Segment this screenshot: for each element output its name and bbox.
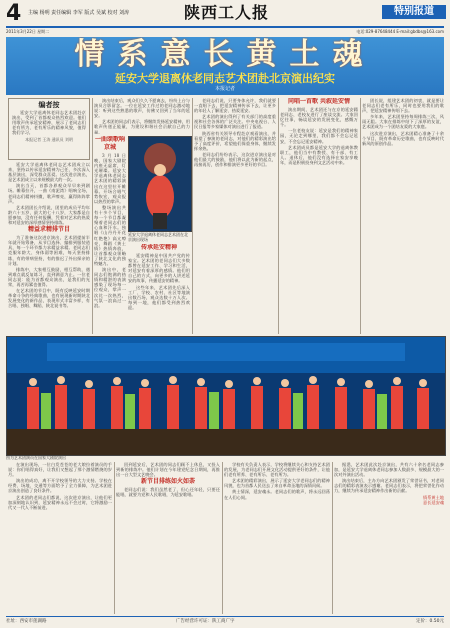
article-column-3	[194, 98, 276, 334]
paragraph: 一位老校友说：延安是我们的精神家园，无论走到哪里，我们都不会忘记延安，不会忘记延安精神。	[280, 128, 358, 144]
paragraph: 艺术团的同志们表示，将继续发扬延安精神，用歌声传递正能量，为建设和谐社会贡献自己的力量。	[94, 119, 190, 134]
paragraph: 团长说，组建艺术团的初衷，就是要让老同志们老有所乐，同时也要用我们的歌声，把延安精神传唱下去。	[362, 98, 444, 114]
section-heading: 新节目排练如火如荼	[140, 478, 195, 486]
paragraph: 老同志们说，只要身体允许，我们就要一直唱下去，把延安精神传承下去，让更多的年轻人了解延安、热爱延安。	[194, 98, 276, 114]
headline-banner	[6, 37, 444, 95]
editor-note-text: 延安大学退离休老同志艺术团赴京演出，受到了首都观众热烈欢迎。他们用歌声传承延安精神，展示了老同志们老有所为、老有所乐的精神风貌，值得我们学习。	[12, 110, 86, 136]
paragraph: 整场演出共有十多个节目，每一个节目都凝聚着老同志们的心血和汗水。独唱《山丹丹开花红艳艳》高亢嘹亮，舞蹈《黄土情》热情奔放，让首都观众领略了陕北文化的独特魅力。	[94, 204, 126, 266]
paragraph: 艺术团团长介绍说，团里的成员平均年龄六十五岁，最大的七十八岁，大家都是自愿参加，没有任何报酬，凭着对艺术的热爱和对延安的深厚感情坚持排练。	[8, 204, 90, 226]
column-rule	[360, 98, 361, 334]
column-rule	[92, 98, 93, 334]
section-heading: 精益求精排节目	[27, 226, 70, 234]
column-rule	[278, 98, 279, 334]
photo-caption: 延安大学退离休老同志艺术团在北京演出现场	[128, 232, 188, 242]
paragraph: 演出期间，艺术团还与在京的延安籍老同志、老校友进行了座谈交流。大家回忆往事，畅谈延安的发展变化，感慨万千。	[280, 107, 358, 128]
stage-photo-caption: 图为艺术团演员在国家大剧院演出	[6, 455, 66, 460]
section-heading: 同唱一首歌 共叙延安情	[287, 98, 351, 105]
paragraph: 演出的成功，离不开学校领导的大力支持。学校在经费、场地、交通等方面给予了全力保障，为艺术团进京演出创造了良好条件。	[8, 478, 112, 494]
article-column-2-bottom	[128, 244, 190, 334]
editor-note-box	[8, 98, 90, 160]
editor-note-byline: 本报记者 王涛 通讯员 刘明	[25, 137, 73, 143]
paragraph: 艺术团的演出得到了有关部门的高度重视和社会各界的广泛关注。中央电视台、人民日报等多家媒体对演出进行了报道。	[194, 114, 276, 130]
paragraph: 演出结束后，主办方向艺术团颁发了荣誉证书，对老同志们的精彩表演表示感谢。老同志们表示，将把荣誉化作动力，继续为传承延安精神作出新的贡献。	[334, 478, 444, 494]
issue-date: 2011年3月22日 星期二	[6, 29, 50, 34]
paragraph: 据悉，艺术团此次赴京演出，共有六十余名老同志参加，是延安大学退离休老同志参加人数最多、规模最大的一次对外演出活动。	[334, 462, 444, 478]
article-column-1	[8, 162, 90, 334]
lower-column-4	[334, 462, 444, 614]
lower-column-3	[224, 462, 330, 614]
section-label: 特别报道	[382, 5, 446, 19]
stage-illustration	[7, 337, 445, 455]
paragraph: 为了准备这次进京演出，艺术团提前半年就开始筹备，从节目选择、编排到服装道具，每一个环节都力求精益求精。老同志们克服年龄大、身体弱等困难，每天坚持排练，有的带病坚持，有的推迟了外出探亲的计划。	[8, 235, 90, 266]
section-heading: 一曲颂歌响京城	[94, 136, 125, 151]
paragraph: 艺术团的老同志们都说，这次进京演出，让他们更加深刻地认识到，延安精神永远不会过时，它将激励一代又一代人不断前进。	[8, 494, 112, 510]
issue-info: 主编 杨明 责任编辑 李军 版式 吴斌 校对 刘涛	[28, 10, 130, 16]
article-column-2-top	[94, 98, 190, 134]
paragraph: 延安精神是中国共产党的传家宝。艺术团的老同志们大多数都曾在延安工作、学习和生活，对延安有着深厚的感情。他们用自己的方式，向更多的人讲述延安的故事，传播延安的精神。	[128, 253, 190, 284]
date-line	[6, 28, 444, 36]
paragraph: 在演出现场，一位白发苍苍的老大娘拉着演员的手说：你们唱得真好，让我们又想起了那个激情燃烧的岁月。	[8, 462, 112, 478]
column-rule	[222, 462, 223, 614]
paragraph: 回到延安后，艺术团的同志们顾不上休息，又投入到新的排练中。他们计划在今年建党纪念日期间，再推出一台大型文艺晚会。	[116, 462, 220, 478]
performer-illustration	[129, 137, 191, 231]
performance-photo-small	[128, 136, 192, 232]
paragraph: 在艺术团的节目中，既有反映延安时期革命斗争的经典歌曲，也有展现新时期陕北发展变化的新作品，表现形式丰富多样，有合唱、独唱、舞蹈、陕北说书等。	[8, 288, 90, 309]
column-rule	[114, 462, 115, 614]
editor-note-title: 编者按	[38, 101, 60, 109]
paragraph: 黄土情深，延安魂永。老同志们的歌声，将永远回荡在人们心间。	[224, 489, 330, 500]
page-number: 4	[6, 1, 22, 26]
paragraph: 艺术团的精彩演出，展示了延安大学老同志们的精神风貌，也为首都人民送去了来自革命圣地的深情问候。	[224, 478, 330, 489]
paragraph: 排练中，大家相互鼓励，相互帮助，遇到难点就反复练习，直到满意为止。一位老同志说：能为首都观众演出，是我们的光荣，再苦再累也值得。	[8, 266, 90, 287]
contact-info: 电话:029-87648444 E-mail:gbdbs@163.com	[356, 29, 444, 34]
section-heading: 传承延安精神	[140, 244, 177, 251]
paragraph: 艺术团成员都是延安大学的退离休教职工，他们当中有教授、有干部、有工人。退休后，他们没有选择在家安享晚年，而是积极投身到文艺活动中来。	[280, 144, 358, 165]
article-column-2-narrow	[94, 136, 126, 334]
stage-performance-photo	[6, 336, 446, 456]
newspaper-logo: 陕西工人报	[184, 3, 270, 22]
byline: 本报记者	[214, 86, 235, 92]
footer-license: 广告经营许可证：陕工商广字	[176, 619, 235, 624]
paragraph: 多年来，艺术团坚持每周排练三次，风雨无阻。大家在排练中结下了深厚的友谊，艺术团成为一个团结友爱的大家庭。	[362, 114, 444, 130]
paragraph: 陕西省有关领导专程赴京观看演出，并看望了参演的老同志，对他们的精彩演出给予了高度评价，希望他们保重身体，继续发挥余热。	[194, 130, 276, 151]
paragraph: 3月18日晚，国家大剧院内座无虚席，灯光璀璨。延安大学退离休老同志艺术团的精彩演出在这里拉开帷幕。开场合唱气势恢宏，观众报以热烈的掌声。	[94, 153, 126, 204]
lower-column-1	[8, 462, 112, 614]
article-column-4	[280, 98, 358, 334]
paragraph: 这些年来，艺术团先后深入工厂、学校、农村、社区等地演出数百场，观众达数十万人次。每到一地，他们都受到热烈欢迎。	[128, 284, 190, 310]
paragraph: 演出中，老同志们饱满的热情和精湛的表演感染了现场每一位观众，掌声一次比一次热烈，气氛一浪高过一浪。	[94, 267, 126, 308]
paragraph: 这次进京演出，艺术团精心准备了十余个节目，既有革命历史歌曲，也有反映时代新风的原创作品。	[362, 130, 444, 146]
lower-column-2	[116, 462, 220, 614]
sub-headline: 延安大学退离休老同志艺术团赴北京演出纪实	[115, 72, 335, 85]
paragraph: 老同志们纷纷表示，这次进京演出是对他们最大的鼓励，他们将以此为新的起点，再接再厉，创作和排演更多更好的节目。	[194, 151, 276, 168]
main-headline: 情系意长黄土魂	[74, 37, 376, 72]
paragraph: 演出当天，首都各界观众早早来到剧场。帷幕拉开，一曲《南泥湾》唱响全场，老同志们精神抖擞，歌声嘹亮，赢得阵阵掌声。	[8, 183, 90, 204]
paragraph: 学校有关负责人表示，学校将继续关心和支持艺术团的发展，为老同志们开展文化活动提供更好的条件，让他们老有所养、老有所乐、老有所为。	[224, 462, 330, 478]
closing-verse: 情系黄土地 意长延安魂	[423, 494, 444, 505]
article-column-5	[362, 98, 444, 334]
paragraph: 演出结束后，观众们久久不愿离去，纷纷上台与演员合影留念。一位在延安工作过的老同志激动地说：听到这些熟悉的歌声，仿佛又回到了当年的延安。	[94, 98, 190, 119]
paragraph: 老同志们说：我们虽然老了，但心还年轻，只要还能唱，就要为党和人民歌唱，为延安歌唱。	[116, 487, 220, 498]
footer-price: 定价：0.50元	[415, 619, 444, 624]
column-rule	[192, 98, 193, 334]
footer-address: 社址：西安市莲湖路	[6, 619, 47, 624]
masthead	[6, 3, 446, 25]
column-rule	[332, 462, 333, 614]
page-footer	[6, 616, 444, 627]
paragraph: 延安大学退离休老同志艺术团成立以来，坚持以传承延安精神为己任，多次深入基层演出，深受群众喜爱。这次进京演出，是艺术团成立以来规模最大的一次。	[8, 162, 90, 183]
